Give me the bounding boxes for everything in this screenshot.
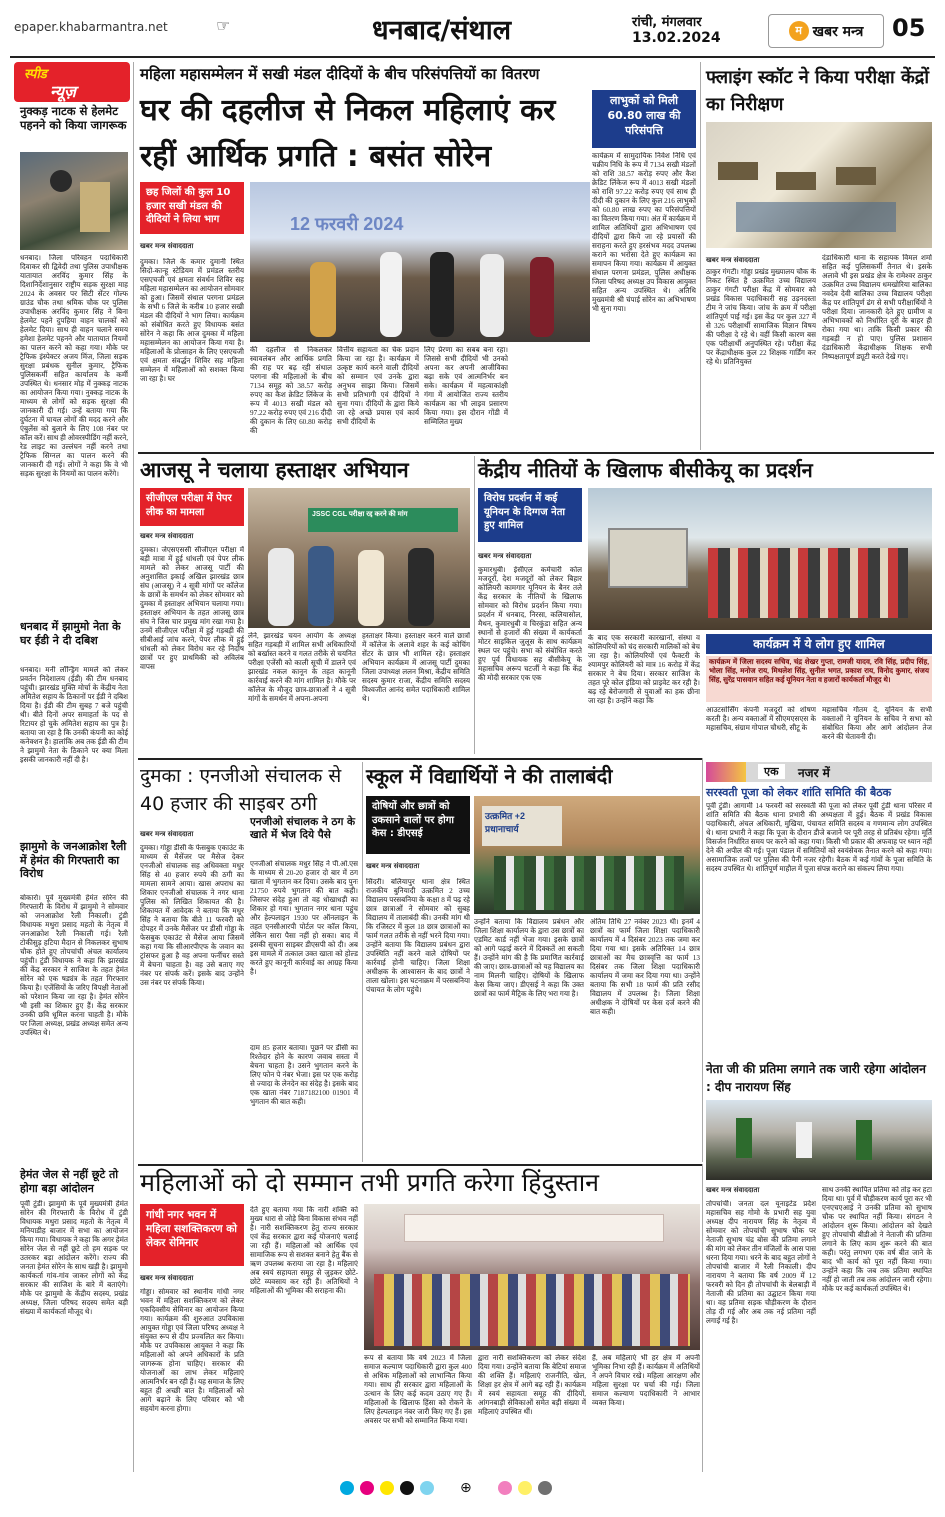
bcku-participants-title: कार्यक्रम में ये लोग हुए शामिल (706, 634, 932, 654)
mahila-redbox: गांधी नगर भवन में महिला सशक्तिकरण को लेकर सेमिनार (140, 1204, 244, 1266)
lead-bluebox: लाभुकों को मिली 60.80 लाख की परिसंपत्ति (592, 90, 696, 148)
netaji-protest-photo (706, 1100, 932, 1180)
column-divider (474, 456, 475, 754)
flying-byline: खबर मन्त्र संवाददाता (706, 256, 760, 264)
lead-col-5: कार्यक्रम में सामुदायिक निवेश निधि एवं चक्रीय निधि के रूप में 7134 सखी मंडलों को राशि 38.57 करोड़ रुपए और कैश क्रेडिट लिंकेज रूप में 4013 सखी मंडलों को राशि 97.22 करोड़ रुपए एवं साथ ही दीदी की दुकान के लिए कुल 216 लाभुकों को 60.80 लाख रुपए का परिसंपत्तियों का वितरण किया गया। अंत में कार्यक्रम में शामिल अतिथियों द्वारा अभिभाषण एवं दीदियों द्वारा किये जा रहे प्रयासों की सराहना करते हुए हरसंभव मदद उपलब्ध कराने का भरोसा देते हुए कार्यक्रम का समापन किया गया। कार्यक्रम में आयुक्त संथाल परगना प्रमंडल, पुलिस अधीक्षक जिला परिषद अध्यक्ष उप विकास आयुक्त सहित अन्य उपस्थित थे। अतिथि मुख्यमंत्री श्री चंपाई सोरेन का अभिभाषण भी सुना गया। (592, 152, 696, 313)
ek-nazar-headline-1: सरस्वती पूजा को लेकर शांति समिति की बैठक (706, 786, 892, 799)
epaper-url[interactable]: epaper.khabarmantra.net (14, 20, 168, 34)
bcku-bluebox: विरोध प्रदर्शन में कई यूनियन के दिग्गज नेता हुए शामिल (478, 488, 582, 542)
cursor-icon: ☞ (216, 16, 231, 35)
mahila-col-4: द्वारा नारी सशक्तिकरण को लेकर संदेश दिया गया। उन्होंने बताया कि बेटियां समाज की शक्ति हैं। महिलाएं राजनीति, खेल, शिक्षा हर क्षेत्र में आगे बढ़ रही हैं। कार्यक्रम में स्वयं सहायता समूह की दीदियों, आंगनबाड़ी सेविकाओं समेत बड़ी संख्या में महिलाएं उपस्थित थीं। (478, 1354, 586, 1416)
speed-news-logo-bottom: न्यूज़ (50, 82, 76, 101)
bcku-headline: केंद्रीय नीतियों के खिलाफ बीसीकेयू का प्रदर्शन (478, 458, 813, 482)
speed-headline-1: नुक्कड़ नाटक से हेलमेट पहनने को किया जागरूक (20, 104, 127, 132)
speed-headline-3: झामुमो के जनआक्रोश रैली में हेमंत की गिरफ्तारी का विरोध (20, 840, 127, 880)
flying-col-1: ठाकुर गंगटी। गोड्डा प्रखंड मुख्यालय चौक के निकट स्थित है उत्क्रमित उच्च विद्यालय ठाकुर गंगटी परीक्षा केंद्र में सोमवार को प्रखंड विकास पदाधिकारी सह उड़नदस्ता टीम ने जांच किया। जांच के क्रम में परीक्षा शांतिपूर्ण पाई गई। इस केंद्र पर कुल 327 में से 326 परीक्षार्थी सामाजिक विज्ञान विषय की परीक्षा दे रहे थे। वहीं किसी कारण बस एक परीक्षार्थी अनुपस्थित रहे। परीक्षा केंद्र पर केंद्राधीक्षक कुल 22 शिक्षक गार्डिंग कर रहे थे। प्रतिनियुक्त (706, 268, 816, 366)
ajsu-photo-banner: JSSC CGL परीक्षा रद्द करने की मांग (308, 508, 458, 532)
ek-nazar-byline: खबर मन्त्र संवाददाता (706, 1186, 760, 1194)
exam-hall-photo (706, 122, 932, 248)
speed-news-logo (14, 62, 130, 102)
mahila-byline: खबर मन्त्र संवाददाता (140, 1274, 194, 1282)
bcku-col-1: कुमारधुबी। ईसीएल कर्मचारी कोल मजदूरों, देश मजदूरों को लेकर बिहार कोलियरी कामगार यूनियन के बैनर तले केंद्र सरकार के नीतियों के खिलाफ सोमवार को विरोध प्रदर्शन किया गया। प्रदर्शन में धनबाद, निरसा, कलियासोल, मैथन, कुमारधुबी व चिरकुंडा सहित अन्य स्थानों से हजारों की संख्या में कार्यकर्ता मोटर साइकिल जुलूस के साथ कार्यक्रम स्थल पर पहुंचे। सभा को संबोधित करते हुए पूर्व विधायक सह बीसीकेयू के महासचिव अरूप चटर्जी ने कहा कि केंद्र की मोदी सरकार एक एक (478, 566, 582, 682)
cyber-byline: खबर मन्त्र संवाददाता (140, 830, 194, 838)
bcku-col-3: आउटसोर्सिंग कंपनी मजदूरों को शोषण करती है। अन्य वक्ताओं में सीएमएसएस के महासचिव, संग्राम गोपाल चौधरी, सीटू के (706, 706, 816, 732)
lead-redbox: छह जिलों की कुल 10 हजार सखी मंडल की दीदियों ने लिया भाग (140, 182, 244, 234)
page-number: 05 (892, 14, 926, 42)
mahila-col-2: देते हुए बताया गया कि नारी शक्ति को मुख्य धारा से जोड़े बिना विकास संभव नहीं है। नारी सशक्तिकरण हेतु राज्य सरकार एवं केंद्र सरकार द्वारा कई योजनाएं चलाई जा रही हैं। महिलाओं को आर्थिक एवं सामाजिक रूप से सशक्त बनाने हेतु बैंक से ऋण उपलब्ध कराया जा रहा है। महिलाएं अब स्वयं सहायता समूह से जुड़कर छोटे-छोटे व्यवसाय कर रही हैं। अतिथियों ने महिलाओं की भूमिका की सराहना की। (250, 1206, 358, 1295)
lead-col-4: लिए प्रेरणा का सबब बना रहा। जिससे सभी दीदियों भी उनको अपना कर अपनी आजीविका बढ़ा सके एवं आत्मनिर्भर बन सके। कार्यक्रम में महत्वाकांक्षी गंगा में आयोजित राज्य स्तरीय कार्यक्रम का भी लाइव प्रसारण किया गया। इस दौरान गोंडी में सम्मिलित मुख्य (424, 346, 508, 426)
school-byline: खबर मन्त्र संवाददाता (366, 862, 420, 870)
cyber-sidebox-text: एनजीओ संचालक मधुर सिंह ने पी.ओ.एस के माध्यम से 20-20 हजार दो बार में ठग खाता में भुगतान कर दिया। उसके बाद पुनः 21750 रुपये भुगतान की बात कही। जिसपर संदेह हुआ तो वह धोखाधड़ी का शिकार हो गया। भुगतान नगर थाना पहुंच और हेल्पलाइन 1930 पर ऑनलाइन के तहत एनसीआरपी पोर्टल पर कॉल किया, लेकिन सारा पैसा नहीं हो सका। बाद में इसकी सूचना साइबर डीएसपी को दी। अब इस मामले में तत्काल उक्त खाता को होल्ड करते हुए कानूनी कार्रवाई का आग्रह किया है। (250, 860, 358, 976)
school-lockout-photo (474, 796, 700, 914)
lead-col-2: की दहलीज से निकलकर स्वावलंबन और आर्थिक प्रगति की राह पर बढ़ रही संथाल परगना की महिलाओं के बीच 7134 समूह को 38.57 करोड़ रुपए का कैश क्रेडिट लिंकेज के रूप में 4013 सखी मंडल को 97.22 करोड़ रुपए एवं 216 दीदी की दुकान के लिए 60.80 करोड़ की (250, 346, 332, 435)
cyber-headline: दुमका : एनजीओ संचालक से 40 हजार की साइबर ठगी (140, 765, 342, 815)
column-divider (702, 758, 703, 1162)
ajsu-headline: आजसू ने चलाया हस्ताक्षर अभियान (140, 458, 409, 482)
bcku-col-4: महासचिव गौतम दे, यूनियन के सभी वक्ताओं ने यूनियन के सचिव ने सभा को संबोधित किया और आगे आंदोलन तेज करने की चेतावनी दी। (822, 706, 932, 741)
date-line-2: 13.02.2024 (632, 30, 721, 46)
column-divider (133, 62, 134, 1472)
seminar-photo (364, 1204, 700, 1350)
ek-nazar-headline-2: नेता जी की प्रतिमा लगाने तक जारी रहेगा आंदोलन : दीप नारायण सिंह (706, 1062, 926, 1094)
lead-col-3: वित्तीय सहायता का चेक प्रदान किया जा रहा है। कार्यक्रम में उत्कृष्ट कार्य करने वाली दीदियों को सम्मान एवं उनके द्वारा अनुभव साझा किया। जिसमें सभी प्रतिभागी एवं दीदियों ने सुना गया। दीदियों के द्वारा किये जा रहे अच्छे प्रयास एवं कार्य सभी दीदियों के (337, 346, 419, 426)
cyber-col-2: दाम 85 हजार बताया। पूछने पर डीसी का रिश्तेदार होने के कारण जवाब सस्ता में बेचना चाहता है। उसने भुगतान करने के लिए फोन पे नंबर भेजा। इस पर एक करोड़ से ज्यादा के लेनदेन का संदेह है। इसके बाद एक खाता नंबर 7187182100 01901 में भुगतान की बात कही। (250, 1044, 358, 1106)
ajsu-redbox: सीजीएल परीक्षा में पेपर लीक का मामला (140, 488, 244, 526)
ajsu-col-2: लेने, झारखंड चयन आयोग के अध्यक्ष सहित गड़बड़ी में शामिल सभी अधिकारियों को बर्खास्त करने व गलत तरीके से चयनित परीक्षा एजेंसी को काली सूची में डालने एवं झारखंड नकल कानून के तहत कानूनी कार्रवाई करने की मांग शामिल है। मौके पर कॉलेज के मौजूद छात्र-छात्राओं ने 4 सूत्री मांगों के समर्थन में अपना-अपना (248, 632, 356, 703)
ek-nazar-icon (706, 762, 746, 782)
section-rule (138, 758, 702, 760)
ajsu-signature-photo (248, 488, 470, 628)
column-divider (702, 1164, 703, 1472)
column-divider (700, 62, 701, 450)
speed-headline-2: धनबाद में झामुमो नेता के घर ईडी ने दी दबिश (20, 620, 121, 647)
lead-event-photo: 12 फरवरी 2024 (250, 182, 590, 342)
lead-byline: खबर मन्त्र संवाददाता (140, 242, 194, 250)
brand-name: खबर मन्त्र (812, 23, 864, 40)
bcku-participants: कार्यक्रम में जिला सदस्य सचिव, चंद्र शेखर गुप्ता, रामजी यादव, रवि सिंह, प्रदीप सिंह, भोला सिंह, मनोज राय, मिथलेश सिंह, सुनील भगत, प्रकाश राय, विनोद कुमार, संजय सिंह, सुरेंद्र पासवान सहित कई यूनियन नेता व हजारों कार्यकर्ता मौजूद थे। (706, 656, 932, 702)
ajsu-byline: खबर मन्त्र संवाददाता (140, 532, 194, 540)
school-blackbox: दोषियों और छात्रों को उकसाने वालों पर होगा केस : डीएसई (366, 796, 470, 854)
masthead-rule (10, 56, 935, 58)
section-title: धनबाद/संथाल (372, 15, 512, 46)
speed-text-1: धनबाद। जिला परिवहन पदाधिकारी दिवाकर सी द्विवेदी तथा पुलिस उपाधीक्षक यातायात अरविंद कुमार सिंह के दिशानिर्देशानुसार राष्ट्रीय सड़क सुरक्षा माह 2024 के अवसर पर सिटी सेंटर गोल्फ ग्राउंड चौक तथा श्रमिक चौक पर पुलिस उपाधीक्षक अरविंद कुमार सिंह ने बिना हेलमेट पहने दुपहिया वाहन चालकों को हेलमेट दिया। साथ ही वाहन चलाने समय हमेशा हेलमेट पहनने और यातायात नियमों का पालन करने को कहा गया। मौके पर ट्रैफिक इंस्पेक्टर अजय मिंज, जिला सड़क सुरक्षा प्रबंधक सुनील कुमार, ट्रैफिक पुलिसकर्मी सहित कार्यालय के कर्मी उपस्थित थे। धनसार मोड़ में नुक्कड़ नाटक का आयोजन किया गया। नुक्कड़ नाटक के माध्यम से लोगों को सड़क सुरक्षा की जानकारी दी गई। उन्हें बताया गया कि दुर्घटना में घायल लोगों की मदद करने और एंबुलेंस को बुलाने के लिए 108 नंबर पर कॉल करें। साथ ही ओवरस्पीडिंग नहीं करने, रेड लाइट का उल्लंघन नहीं करने तथा ट्रैफिक सिग्नल का पालन करने की जानकारी दी गई। लोगों ने कहा कि वे भी सड़क सुरक्षा के नियमों का पालन करेंगे। (20, 254, 128, 478)
speed-text-3: बोकारो। पूर्व मुख्यमंत्री हेमंत सोरेन की गिरफ्तारी के विरोध में झामुमो ने सोमवार को जनआक्रोश रैली निकाली। टुंडी विधायक मथुरा प्रसाद महतो के नेतृत्व में जनआक्रोश रैली निकाली गई। रैली टोकीसुड़ हटिया मैदान से निकलकर सुभाष चौक होते हुए तोपचांची अंचल कार्यालय पहुंची। टुंडी विधायक ने कहा कि झारखंड की केंद्र सरकार ने साजिश के तहत हेमंत सोरेन को एक षड्यंत्र के तहत गिरफ्तार किया है। एजेंसियों के जरिए विपक्षी नेताओं को परेशान किया जा रहा है। हेमंत सोरेन भी इसी का शिकार हुए हैं। केंद्र सरकार उनकी छवि धूमिल करना चाहती है। मौके पर जिला अध्यक्ष, प्रखंड अध्यक्ष समेत अन्य उपस्थित थे। (20, 894, 128, 1037)
school-col-1: सिंदरी। बलियापुर थाना क्षेत्र स्थित राजकीय बुनियादी उत्क्रमित 2 उच्च विद्यालय परसबनिया के कक्षा 8 में पढ़ रहे छात्र छात्राओं ने सोमवार को सुबह विद्यालय में तालाबंदी की। उनकी मांग थी कि रजिस्टर में कुल 18 छात्र छात्राओं का फार्म गलत तरीके से नहीं भरने दिया गया। उन्होंने बताया कि विद्यालय प्रबंधन द्वारा उपस्थिति नहीं करने वाले दोषियों पर कार्रवाई होनी चाहिए। जिला शिक्षा अधीक्षक के आश्वासन के बाद छात्रों ने ताला खोला। इस घटनाक्रम में परसबनिया पंचायत के लोग पहुंचे। (366, 878, 470, 994)
brand-circle-icon: म (789, 21, 809, 41)
print-color-marks (340, 1478, 605, 1498)
school-col-3: अंतिम तिथि 27 नवंबर 2023 थी। इनमें 4 छात्रों का फार्म जिला शिक्षा पदाधिकारी कार्यालय में 4 दिसंबर 2023 तक जमा कर दिया गया था। इसके अतिरिक्त 14 छात्र छात्राओं का मैच छात्रवृत्ति का फार्म 13 दिसंबर तक जिला शिक्षा पदाधिकारी कार्यालय में जमा कर दिया गया था। उन्होंने बताया कि सभी 18 फार्म की प्रति रसीद विद्यालय में उपलब्ध है। जिला शिक्षा अधीक्षक ने दोषियों पर केस दर्ज करने की बात कही। (590, 918, 700, 1016)
lead-col-1: दुमका। जिले के कमार दुमानी स्थित सिदो-कान्हू स्टेडियम में प्रमंडल स्तरीय एसएचजी एवं क्षमता संवर्धन शिविर सह महिला महासम्मेलन का आयोजन सोमवार को हुआ। जिसमें संथाल परगना प्रमंडल के सभी 6 जिले के करीब 10 हजार सखी मंडल की दीदियों ने भाग लिया। कार्यक्रम को संबोधित करते हुए विधायक बसंत सोरेन ने कहा कि आज दुमका में महिला महासम्मेलन का आयोजन किया गया है। महिलाओं के प्रोत्साहन के लिए एसएचजी एवं क्षमता संवर्द्धन शिविर सह महिला सम्मेलन में महिलाओं को सशक्त किया जा रहा है। घर (140, 258, 244, 383)
cyber-sidebox-title: एनजीओ संचालक ने ठग के खाते में भेज दिये पैसे (250, 816, 356, 841)
lead-headline: घर की दहलीज से निकल महिलाएं कर रहीं आर्थिक प्रगति : बसंत सोरेन (140, 93, 556, 174)
column-divider (362, 762, 363, 1162)
school-col-2: उन्होंने बताया कि विद्यालय प्रबंधन और जिला शिक्षा कार्यालय के द्वारा उस छात्रों का एडमिट कार्ड नहीं भेजा गया। इसके छात्रों को आगे पढ़ाई करने में दिक्कतें आ सकती हैं। उन्होंने मांग की है कि प्रमाणित कार्रवाई की जाए। छात्र-छात्राओं को यह विद्यालय का नाम मिलनी चाहिए। दोषियों के खिलाफ केस किया जाए। डीएसई ने कहा कि उक्त छात्रों का फार्म मैट्रिक के लिए भरा गया है। (474, 918, 584, 998)
ek-nazar-bar (706, 762, 932, 782)
school-photo-banner: उत्क्रमित +2 प्रधानाचार्य (482, 806, 562, 846)
date-line-1: रांची, मंगलवार (632, 15, 702, 30)
ek-nazar-text-1: पूर्वी टुंडी। आगामी 14 फरवरी को सरस्वती की पूजा को लेकर पूर्वी टुंडी थाना परिसर में शांति समिति की बैठक थाना प्रभारी की अध्यक्षता में हुई। बैठक में प्रखंड विकास पदाधिकारी, अंचल अधिकारी, मुखिया, पंचायत समिति सदस्य व गणमान्य लोग उपस्थित थे। थाना प्रभारी ने कहा कि पूजा के दौरान डीजे बजाने पर पूरी तरह से प्रतिबंध रहेगा। मूर्ति विसर्जन निर्धारित समय पर करने को कहा गया। किसी भी प्रकार की अफवाह पर ध्यान नहीं देने की अपील की गई। पूजा पंडाल में समितियों को स्वयंसेवक तैनात करने को कहा गया। असामाजिक तत्वों पर पुलिस की पैनी नजर रहेगी। बैठक में कई गांवों के पूजा समिति के सदस्य उपस्थित थे। शांतिपूर्ण माहौल में पूजा संपन्न कराने का संकल्प लिया गया। (706, 802, 932, 873)
helmet-drive-photo (20, 152, 128, 250)
flying-headline: फ्लाइंग स्कॉट ने किया परीक्षा केंद्रों का निरीक्षण (706, 67, 930, 115)
ek-label: एक (758, 764, 785, 779)
speed-headline-4: हेमंत जेल से नहीं छूटे तो होगा बड़ा आंदोलन (20, 1168, 119, 1195)
registration-mark-icon: ⊕ (460, 1480, 472, 1496)
mahila-col-1: गोड्डा। सोमवार को स्थानीय गांधी नगर भवन में महिला सशक्तिकरण को लेकर एकदिवसीय सेमिनार का आयोजन किया गया। कार्यक्रम की शुरुआत उपविकास आयुक्त गोड्डा एवं जिला परिषद अध्यक्ष ने संयुक्त रूप से दीप प्रज्वलित कर किया। मौके पर उपविकास आयुक्त ने कहा कि महिलाओं को अपने अधिकारों के प्रति जागरूक होना चाहिए। सरकार की योजनाओं का लाभ लेकर महिलाएं आत्मनिर्भर बन रही हैं। यह समाज के लिए बहुत ही अच्छी बात है। महिलाओं को आगे बढ़ाने के लिए परिवार को भी सहयोग करना होगा। (140, 1288, 244, 1413)
section-rule (138, 452, 934, 454)
ek-nazar-col-2: साथ उनकी स्थापित प्रतिमा को तोड़ कर हटा दिया था। पूर्व में चौड़ीकरण कार्य पूरा कर भी एनएचएआई ने उनकी प्रतिमा को सुभाष चौक पर स्थापित नहीं किया। संगठन ने आंदोलन शुरू किया। आंदोलन को देखते हुए तोपचांची बीडीओ ने नेताजी की प्रतिमा लगाने के लिए काम शुरू करने की बात कही। परंतु लगभग एक वर्ष बीत जाने के बाद भी कार्य को पूरा नहीं किया गया। उन्होंने कहा कि जब तक प्रतिमा स्थापित नहीं हो जाती तब तक आंदोलन जारी रहेगा। मौके पर कई कार्यकर्ता उपस्थित थे। (822, 1186, 932, 1293)
lead-kicker: महिला महासम्मेलन में सखी मंडल दीदियों के बीच परिसंपत्तियों का वितरण (140, 65, 540, 83)
ajsu-col-1: दुमका। जेएसएससी सीजीएल परीक्षा में बड़ी मात्रा में हुई धांधली एवं पेपर लीक मामले को लेकर आजसू पार्टी की अनुशासित इकाई अखिल झारखंड छात्र संघ (आजसू) ने 4 सूत्री मांगों पर कॉलेज के छात्रों के समर्थन को लेकर सोमवार को दुमका में हस्ताक्षर अभियान चलाया गया। हस्ताक्षर अभियान के तहत आजसू छात्र संघ ने जिस चार प्रमुख मांग रखा गया है। उनमें सीजीएल परीक्षा में हुई गड़बड़ी की सीबीआई जांच करने, पेपर लीक में हुई धांधली को लेकर विरोध कर रहे निर्दोष छात्रों पर हुए प्राथमिकी को अविलंब वापस (140, 546, 244, 671)
mahila-col-3: रूप से बताया कि वर्ष 2023 में जिला समाज कल्याण पदाधिकारी द्वारा कुल 400 से अधिक महिलाओं को लाभान्वित किया गया। साथ ही सरकार द्वारा महिलाओं के उत्थान के लिए कई कदम उठाए गए हैं। महिलाओं के खिलाफ हिंसा को रोकने के लिए हेल्पलाइन नंबर जारी किए गए हैं। इस अवसर पर सभी को सम्मानित किया गया। (364, 1354, 472, 1425)
cyber-col-1: दुमका। गोड्डा डीसी के फेसबुक एकाउंट के माध्यम से मैसेंजर पर मैसेज देकर एनजीओ संचालक सह अधिवक्ता मधुर सिंह से 40 हजार रुपये की ठगी का मामला सामने आया। खास अपराध का शिकार एनजीओ संचालक ने नगर थाना पुलिस को लिखित शिकायत की है। शिकायत में आवेदक ने बताया कि मधुर सिंह ने बताया कि बीते 11 फरवरी को दोपहर में उनके मैसेंजर पर डीसी गोड्डा के फेसबुक एकाउंट से मैसेज आया जिसमें कहा गया कि सीआरपीएफ के जवान का ट्रांसफर हुआ है वह अपना फर्नीचर सस्ते में बेचना चाहता है। वह उसे बताए गए नंबर पर संपर्क करें। इसके बाद उन्होंने उस नंबर पर संपर्क किया। (140, 844, 244, 987)
brand-logo[interactable] (768, 14, 884, 48)
speed-news-logo-top: स्पीड (24, 67, 47, 82)
flying-col-2: दंडाधिकारी थाना के सहायक विमल शर्मा सहित कई पुलिसकर्मी तैनात थे। इसके अलावे भी इस प्रखंड क्षेत्र के रामेश्वर ठाकुर उत्क्रमित उच्च विद्यालय धमखोरिया बालिका नवदेव देवी बालिका उच्च विद्यालय परीक्षा केंद्र पर शांतिपूर्ण ढंग से सभी परीक्षार्थियों ने परीक्षा दिया। जानकारी देते हुए ग्रामीण व अभिभावकों को निर्धारित दूरी के बाहर ही रोका गया था। ताकि किसी प्रकार की गड़बड़ी न हो पाए। पुलिस प्रशासन दंडाधिकारी केंद्राधीक्षक शिक्षक सभी निष्पक्षतापूर्ण ड्यूटी करते देखे गए। (822, 254, 932, 361)
bcku-rally-photo (588, 488, 932, 630)
speed-text-2: धनबाद। मनी लॉन्ड्रिंग मामले को लेकर प्रवर्तन निदेशालय (ईडी) की टीम धनबाद पहुंची। झारखंड मुक्ति मोर्चा के केंद्रीय नेता अमितेश सहाय के ठिकानों पर ईडी ने दबिश दिया है। ईडी की टीम सुबह 7 बजे पहुंची थी। बीते दिनों अपर समाहर्ता के पद से रिटायर हो चुके अमितेश सहाय का पुत्र है। बताया जा रहा है कि उनकी कंपनी का कोई कनेक्शन है। हालांकि अब तक ईडी की टीम ने झामुमो नेता के ठिकाने पर क्या मिला इसकी जानकारी नहीं दी है। (20, 666, 128, 764)
mahila-col-5: हैं, अब महिलाएं भी हर क्षेत्र में अपनी भूमिका निभा रही हैं। कार्यक्रम में अतिथियों ने अपने विचार रखे। महिला आरक्षण और महिला सुरक्षा पर चर्चा की गई। जिला समाज कल्याण पदाधिकारी ने आभार व्यक्त किया। (592, 1354, 700, 1407)
speed-text-4: पूर्वी टुंडी। झामुमो के पूर्व मुख्यमंत्री हेमंत सोरेन की गिरफ्तारी के विरोध में टुंडी विधायक मथुरा प्रसाद महतो के नेतृत्व में मनियाडीह बाजार में सभा का आयोजन किया गया। विधायक ने कहा कि अगर हेमंत सोरेन जेल से नहीं छूटे तो हम सड़क पर उतरकर बड़ा आंदोलन करेंगे। राज्य की जनता हेमंत सोरेन के साथ खड़ी है। झामुमो कार्यकर्ता गांव-गांव जाकर लोगों को केंद्र सरकार की साजिश के बारे में बताएंगे। मौके पर झामुमो के केंद्रीय सदस्य, प्रखंड अध्यक्ष, जिला परिषद सदस्य समेत बड़ी संख्या में कार्यकर्ता मौजूद थे। (20, 1200, 128, 1316)
ek-nazar-col-1: तोपचांची। जनता दल यूनाइटेड प्रदेश महासचिव सह गोमो के प्रभारी सह युवा अध्यक्ष दीप नारायण सिंह के नेतृत्व में सोमवार को तोपचांची सुभाष चौक पर नेताजी सुभाष चंद्र बोस की प्रतिमा लगाने की मांग को लेकर तीन मंजिलों के आस पास धरना दिया गया। धरने के बाद बहुत लोगों ने तोपचांची बाजार में रैली निकाली। दीप नारायण ने बताया कि वर्ष 2009 में 12 फरवरी को दिन ही तोपचांची के बेलबाड़ी में नेताजी की प्रतिमा का उद्घाटन किया गया था। वह प्रतिमा सड़क चौड़ीकरण के दौरान तोड़ दी गई और अब तक नई प्रतिमा नहीं लगाई गई है। (706, 1200, 816, 1325)
bcku-col-2: के बाद एक सरकारी कारखानों, संस्था व कोलियरियों को चंद सरकारी मालिकों को बेच जा रहा है। कोलियरियों एवं फैक्टरी के श्यामपुर कोलियरी को मात्र 16 करोड़ में केंद्र सरकार ने बेच दिया। सरकार साजिश के तहत पूरे कोल इंडिया को प्राइवेट कर रही है। बढ़ रहे बेरोजगारी से युवाओं का हक छीना जा रहा है। उन्होंने कहा कि (588, 634, 700, 705)
nazar-label: नजर में (798, 766, 830, 780)
mahila-headline: महिलाओं को दो सम्मान तभी प्रगति करेगा हिंदुस्तान (140, 1168, 600, 1197)
bcku-byline: खबर मन्त्र संवाददाता (478, 552, 532, 560)
ajsu-col-3: हस्ताक्षर किया। हस्ताक्षर करने वाले छात्रों में कॉलेज के अलावे शहर के कई कोचिंग सेंटर के छात्र भी शामिल रहे। हस्ताक्षर अभियान कार्यक्रम में आजसू पार्टी दुमका जिला उपाध्यक्ष ललन मिश्रा, केंद्रीय समिति सदस्य कुमार राजा, केंद्रीय समिति सदस्य विश्वजीत आनंद समेत पदाधिकारी शामिल थे। (362, 632, 470, 703)
school-headline: स्कूल में विद्यार्थियों ने की तालाबंदी (366, 764, 613, 788)
